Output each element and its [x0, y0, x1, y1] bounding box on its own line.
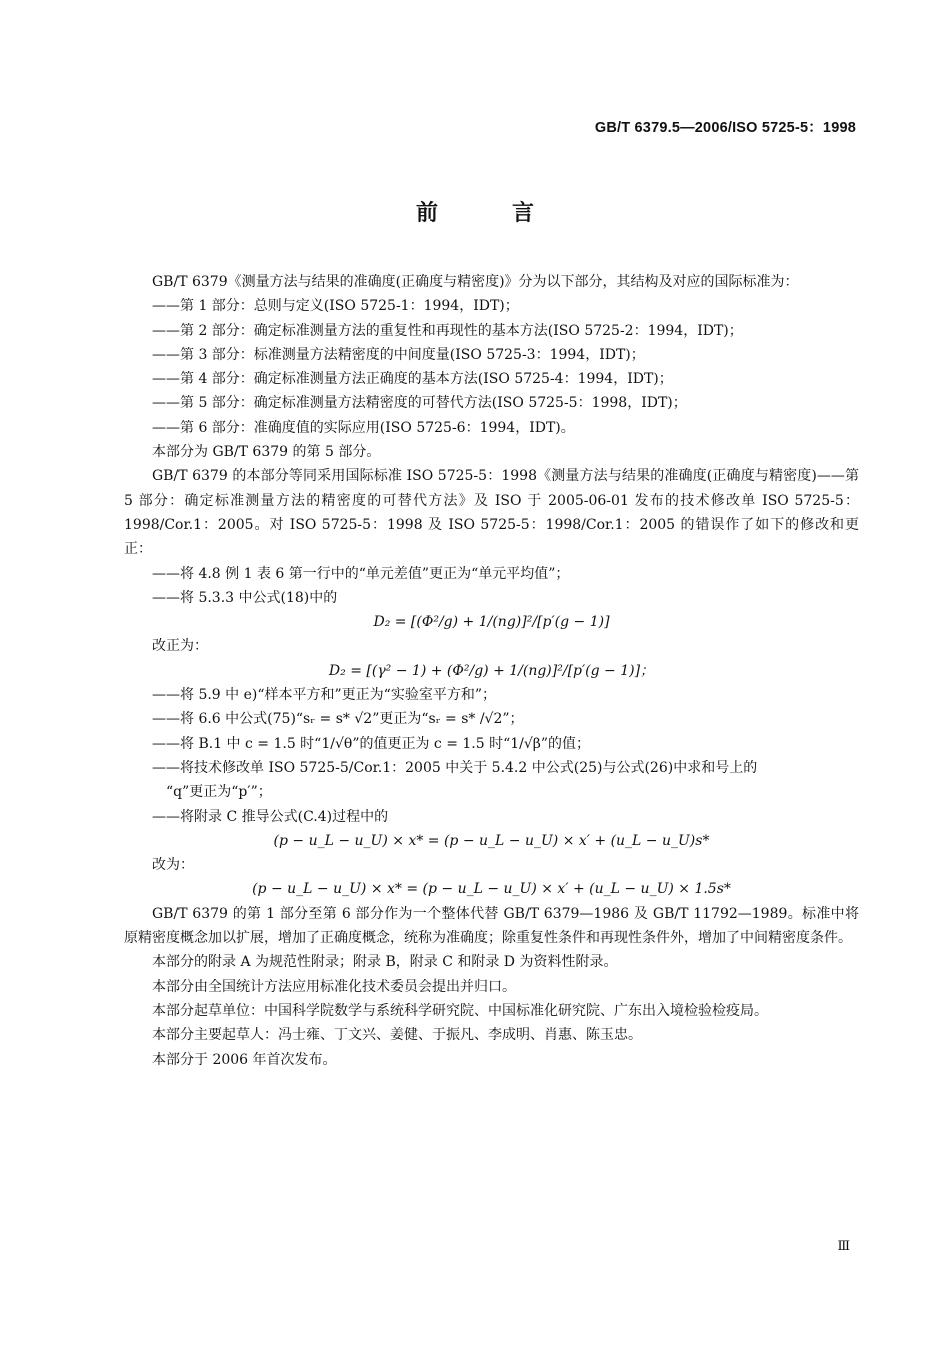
- formula-original-18: D₂ = [(Φ²/g) + 1/(ng)]²/[p′(g − 1)]: [373, 614, 610, 631]
- adoption-paragraph: GB/T 6379 的本部分等同采用国际标准 ISO 5725-5：1998《测量方法与结果的准确度(正确度与精密度)——第 5 部分：确定标准测量方法的精密度的可替代方法》及 ISO 于 2005-06-01 发布的技术修改单 ISO 5725-5：1998/Cor.1：2005。对 ISO 5725-5：1998 及 ISO 5725-5：1998/Cor.1：2005 的错误作了如下的修改和更正：: [124, 468, 859, 558]
- correction-item: ——将附录 C 推导公式(C.4)过程中的: [152, 808, 389, 825]
- correction-item: ——将 B.1 中 c = 1.5 时“1/√θ”的值更正为 c = 1.5 时“1/√β”的值；: [152, 735, 591, 752]
- release-paragraph: 本部分于 2006 年首次发布。: [152, 1051, 337, 1068]
- change-to-label: 改为：: [152, 857, 194, 874]
- part-list-item: ——第 1 部分：总则与定义(ISO 5725-1：1994，IDT)；: [152, 298, 519, 315]
- formula-corrected-18: D₂ = [(γ² − 1) + (Φ²/g) + 1/(ng)]²/[p′(g − 1)]；: [328, 662, 655, 679]
- correction-item: ——将 5.9 中 e)“样本平方和”更正为“实验室平方和”；: [152, 687, 496, 704]
- formula-original-c4: (p − u_L − u_U) × x* = (p − u_L − u_U) × x′ + (u_L − u_U)s*: [273, 832, 710, 849]
- correction-item: ——将 6.6 中公式(75)“sᵣ = s* √2”更正为“sᵣ = s* /√2”；: [152, 711, 524, 728]
- correction-item: ——将 5.3.3 中公式(18)中的: [152, 589, 338, 606]
- standard-code-header: GB/T 6379.5—2006/ISO 5725-5：1998: [594, 120, 856, 136]
- part-list-item: ——第 4 部分：确定标准测量方法正确度的基本方法(ISO 5725-4：1994，IDT)；: [152, 371, 673, 388]
- replacement-paragraph: GB/T 6379 的第 1 部分至第 6 部分作为一个整体代替 GB/T 6379—1986 及 GB/T 11792—1989。标准中将原精密度概念加以扩展，增加了正确度概念，统称为准确度；除重复性条件和再现性条件外，增加了中间精密度条件。: [124, 905, 859, 947]
- correction-item: ——将 4.8 例 1 表 6 第一行中的“单元差值”更正为“单元平均值”；: [152, 565, 570, 582]
- correction-item: ——将技术修改单 ISO 5725-5/Cor.1：2005 中关于 5.4.2 中公式(25)与公式(26)中求和号上的: [152, 759, 758, 776]
- page-number: Ⅲ: [837, 1239, 850, 1254]
- intro-paragraph: GB/T 6379《测量方法与结果的准确度(正确度与精密度)》分为以下部分，其结构及对应的国际标准为：: [152, 274, 799, 290]
- formula-corrected-c4: (p − u_L − u_U) × x* = (p − u_L − u_U) × x′ + (u_L − u_U) × 1.5s*: [252, 881, 731, 898]
- part-statement: 本部分为 GB/T 6379 的第 5 部分。: [152, 444, 381, 461]
- proposer-paragraph: 本部分由全国统计方法应用标准化技术委员会提出并归口。: [152, 978, 516, 995]
- part-list-item: ——第 3 部分：标准测量方法精密度的中间度量(ISO 5725-3：1994，IDT)；: [152, 346, 645, 363]
- foreword-body: [124, 270, 859, 1072]
- part-list-item: ——第 5 部分：确定标准测量方法精密度的可替代方法(ISO 5725-5：1998，IDT)；: [152, 395, 687, 412]
- part-list-item: ——第 6 部分：准确度值的实际应用(ISO 5725-6：1994，IDT)。: [152, 419, 575, 436]
- drafters-paragraph: 本部分主要起草人：冯士雍、丁文兴、姜健、于振凡、李成明、肖惠、陈玉忠。: [152, 1027, 642, 1044]
- part-list-item: ——第 2 部分：确定标准测量方法的重复性和再现性的基本方法(ISO 5725-2：1994，IDT)；: [152, 322, 743, 339]
- page-title: 前 言: [415, 201, 560, 226]
- drafting-units-paragraph: 本部分起草单位：中国科学院数学与系统科学研究院、中国标准化研究院、广东出入境检验检疫局。: [152, 1002, 768, 1019]
- change-to-label: 改正为：: [152, 638, 208, 655]
- annex-paragraph: 本部分的附录 A 为规范性附录；附录 B，附录 C 和附录 D 为资料性附录。: [152, 954, 618, 971]
- correction-item-continued: “q”更正为“p′”；: [166, 784, 272, 801]
